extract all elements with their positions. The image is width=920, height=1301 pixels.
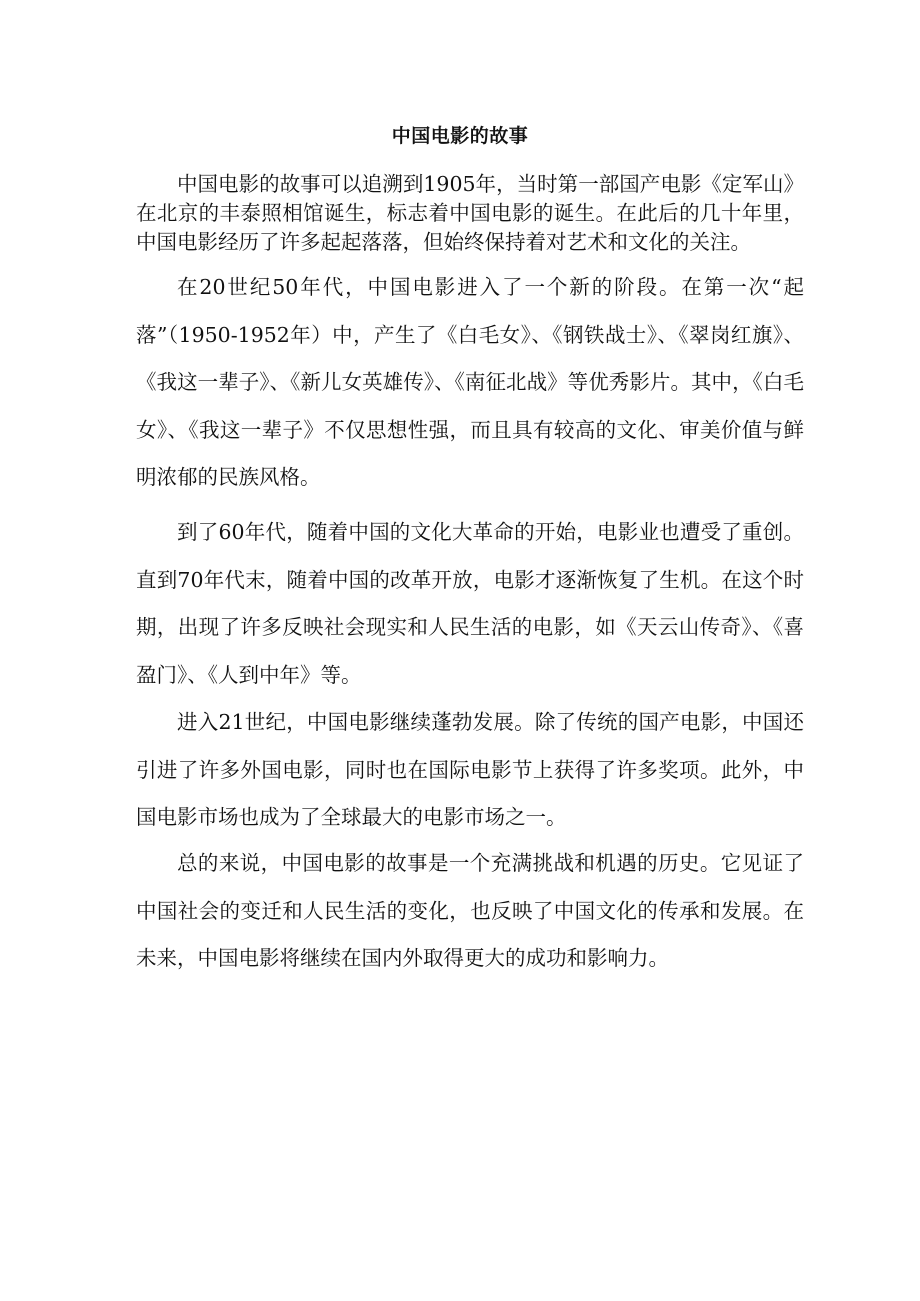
paragraph-origins: 中国电影的故事可以追溯到1905年，当时第一部国产电影《定军山》在北京的丰泰照相馆诞生，标志着中国电影的诞生。在此后的几十年里，中国电影经历了许多起起落落，但始终保持着对艺术和文化的关注。 <box>136 172 804 254</box>
document-title: 中国电影的故事 <box>391 125 529 147</box>
paragraph-1960s-1970s: 到了60年代，随着中国的文化大革命的开始，电影业也遭受了重创。直到70年代末，随着中国的改革开放，电影才逐渐恢复了生机。在这个时期，出现了许多反映社会现实和人民生活的电影，如《天云山传奇》、《喜盈门》、《人到中年》等。 <box>136 520 804 687</box>
paragraph-conclusion: 总的来说，中国电影的故事是一个充满挑战和机遇的历史。它见证了中国社会的变迁和人民生活的变化，也反映了中国文化的传承和发展。在未来，中国电影将继续在国内外取得更大的成功和影响力。 <box>136 851 804 970</box>
paragraph-21st-century: 进入21世纪，中国电影继续蓬勃发展。除了传统的国产电影，中国还引进了许多外国电影，同时也在国际电影节上获得了许多奖项。此外，中国电影市场也成为了全球最大的电影市场之一。 <box>136 710 804 829</box>
paragraph-1950s: 在20世纪50年代，中国电影进入了一个新的阶段。在第一次“起落”（1950-1952年）中，产生了《白毛女》、《钢铁战士》、《翠岗红旗》、《我这一辈子》、《新儿女英雄传》、《南征北战》等优秀影片。其中，《白毛女》、《我这一辈子》不仅思想性强，而且具有较高的文化、审美价值与鲜明浓郁的民族风格。 <box>136 275 804 489</box>
